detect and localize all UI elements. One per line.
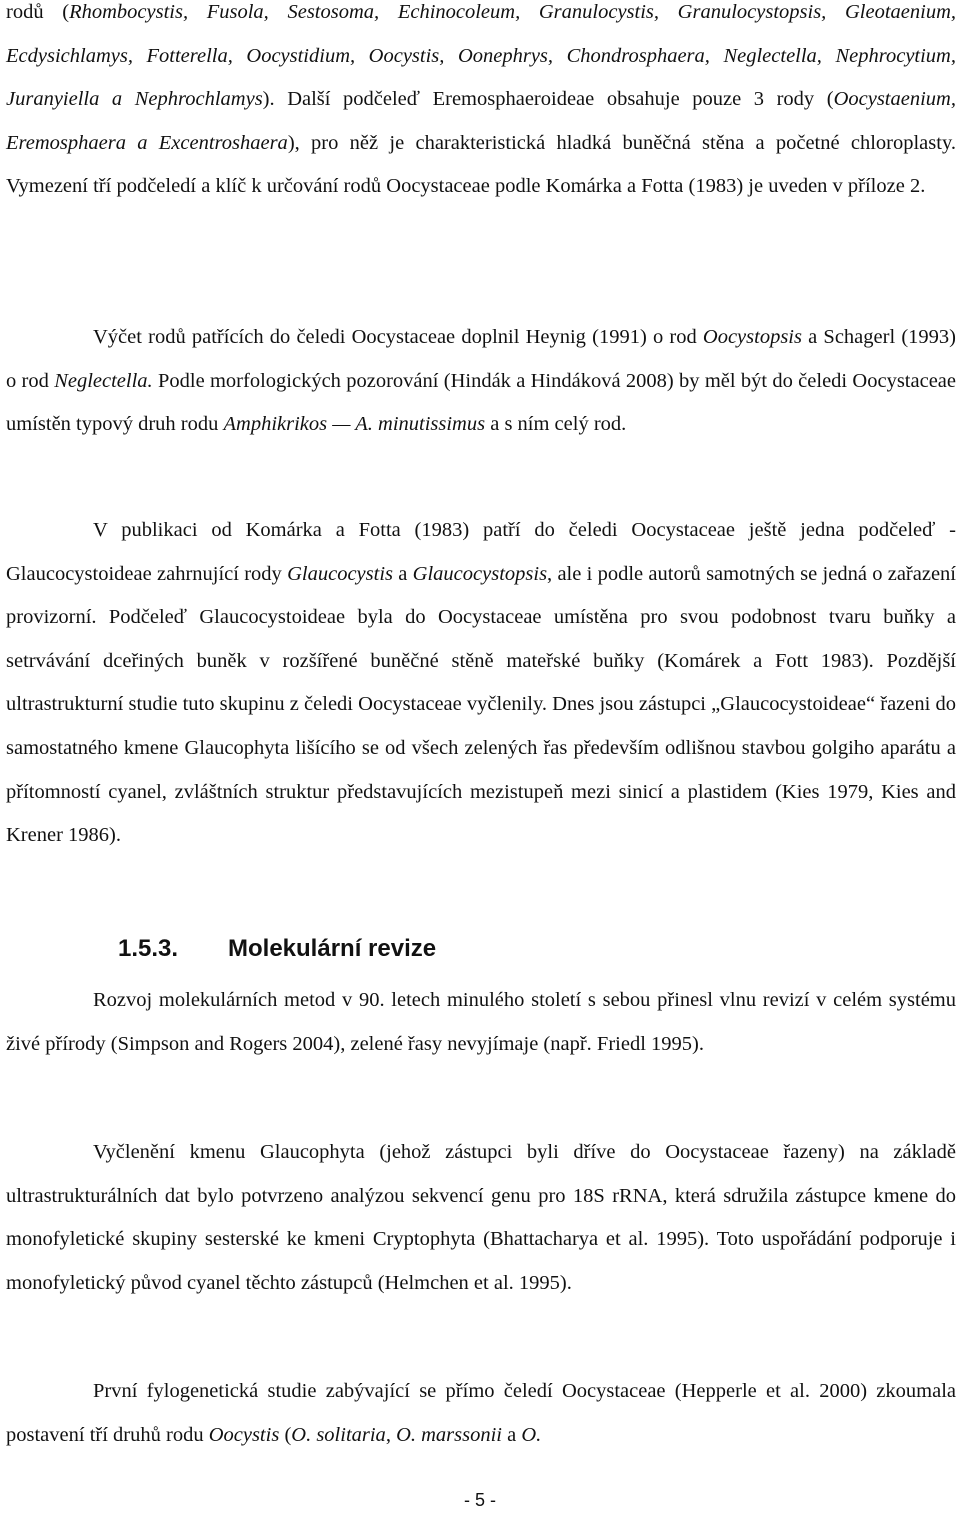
italic-genus: Glaucocystopsis xyxy=(412,562,548,585)
section-heading xyxy=(118,929,436,969)
paragraph-molecular-methods xyxy=(6,979,956,1066)
text-run: , xyxy=(385,1423,397,1446)
text-run: , ale i podle autorů samotných se jedná o zařazení provizorní. Podčeleď Glaucocystoideae byla do Oocystaceae umístěna pro svou podobnost tvaru buňky a setrvávání dceřiných buněk v rozšířené buněčné stěně mateřské buňky (Komárek a Fott 1983). Pozdější ultrastrukturní studie tuto skupinu z čeledi Oocystaceae vyčlenily. Dnes jsou zástupci „Glaucocystoideae“ řazeni do samostatného kmene Glaucophyta lišícího se od všech zelených řas především odlišnou stavbou golgiho aparátu a přítomností cyanel, zvláštních struktur představujících mezistupeň mezi sinicí a plastidem (Kies 1979, Kies and Krener 1986). xyxy=(6,562,957,847)
italic-genus-list: Oocystaenium, Eremosphaera a Excentroshaera xyxy=(6,88,956,154)
text-run: Podle morfologických pozorování (Hindák a Hindáková 2008) by měl být do čeledi Oocystaceae umístěn typový druh rodu xyxy=(6,369,956,436)
text-run: ( xyxy=(279,1423,292,1446)
text-run: ), pro něž je charakteristická hladká buněčná stěna a početné chloroplasty. Vymezení tří podčeledí a klíč k určování rodů Oocystaceae podle Komárka a Fotta (1983) je uveden v příloze 2. xyxy=(6,131,957,198)
italic-genus: Glaucocystis xyxy=(287,562,393,585)
text-run: Výčet rodů patřících do čeledi Oocystaceae doplnil Heynig (1991) o rod xyxy=(93,326,703,348)
paragraph-genera-additions xyxy=(6,316,956,447)
paragraph-phylogenetic-study xyxy=(6,1370,956,1457)
text-run: a Schagerl (1993) o rod xyxy=(6,326,956,392)
text-run: a xyxy=(502,1423,522,1446)
section-title: Molekulární revize xyxy=(228,935,437,962)
text-run: a xyxy=(393,562,413,585)
italic-genus: Oocystis xyxy=(208,1423,280,1446)
text-run: rodů ( xyxy=(6,1,70,23)
italic-species: O. xyxy=(521,1423,542,1446)
paragraph-glaucocystoideae xyxy=(6,509,956,858)
italic-species: O. marssonii xyxy=(396,1423,502,1446)
italic-genus: Neglectella. xyxy=(54,369,153,392)
paragraph-oocystaceae-genera xyxy=(6,0,956,209)
italic-genus-list: Rhombocystis, Fusola, Sestosoma, Echinocoleum, Granulocystis, Granulocystopsis, Gleotaenium, Ecdysichlamys, Fotterella, Oocystidium, Oocystis, Oonephrys, Chondrosphaera, Neglectella, Nephrocytium, Juranyiella a Nephrochlamys xyxy=(6,1,956,111)
text-run: Vyčlenění kmenu Glaucophyta (jehož zástupci byli dříve do Oocystaceae řazeny) na základě ultrastrukturálních dat bylo potvrzeno analýzou sekvencí genu pro 18S rRNA, která sdružila zástupce kmene do monofyletické skupiny sesterské ke kmeni Cryptophyta (Bhattacharya et al. 1995). Toto uspořádání podporuje i monofyletický původ cyanel těchto zástupců (Helmchen et al. 1995). xyxy=(6,1141,956,1294)
text-run: Rozvoj molekulárních metod v 90. letech minulého století s sebou přinesl vlnu revizí v celém systému živé přírody (Simpson and Rogers 2004), zelené řasy nevyjímaje (např. Friedl 1995). xyxy=(6,989,956,1055)
page-number: - 5 - xyxy=(463,1490,496,1510)
section-number: 1.5.3. xyxy=(118,935,179,962)
italic-species: O. solitaria xyxy=(291,1423,386,1446)
text-run: První fylogenetická studie zabývající se přímo čeledí Oocystaceae (Hepperle et al. 2000) zkoumala postavení tří druhů rodu xyxy=(6,1380,956,1446)
text-run: a s ním celý rod. xyxy=(485,413,627,436)
paragraph-glaucophyta xyxy=(6,1131,956,1305)
italic-genus: Oocystopsis xyxy=(702,326,802,348)
italic-species: Amphikrikos — A. minutissimus xyxy=(223,413,486,436)
text-run: V publikaci od Komárka a Fotta (1983) patří do čeledi Oocystaceae ještě jedna podčeleď - Glaucocystoideae zahrnující rody xyxy=(6,519,956,585)
text-run: ). Další podčeleď Eremosphaeroideae obsahuje pouze 3 rody ( xyxy=(262,88,834,111)
